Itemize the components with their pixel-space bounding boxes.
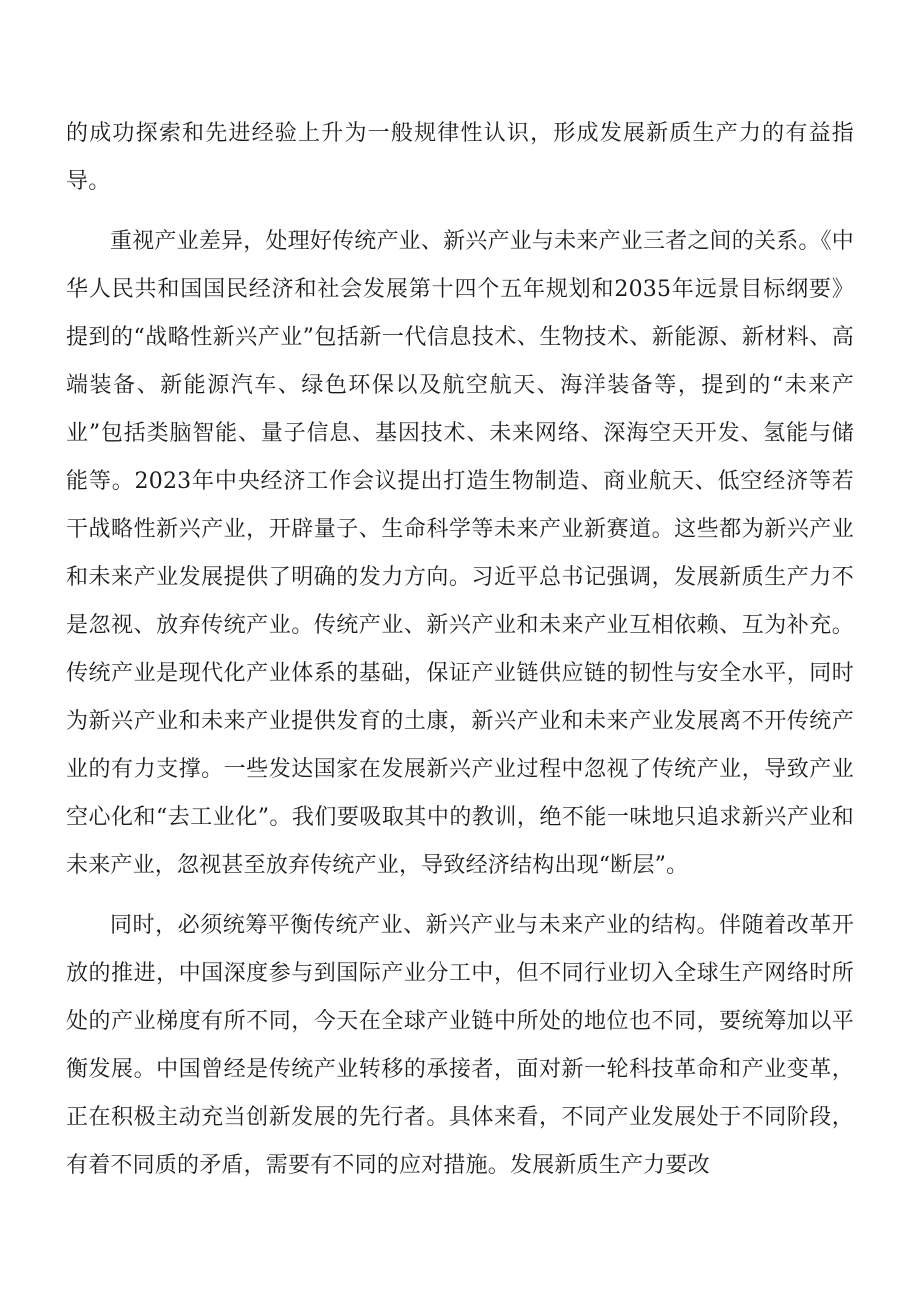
paragraph-1: 的成功探索和先进经验上升为一般规律性认识，形成发展新质生产力的有益指导。	[66, 121, 854, 194]
paragraph-2: 重视产业差异，处理好传统产业、新兴产业与未来产业三者之间的关系。《中华人民共和国国民经济和社会发展第十四个五年规划和2035年远景目标纲要》提到的“战略性新兴产业”包括新一代信息技术、生物技术、新能源、新材料、高端装备、新能源汽车、绿色环保以及航空航天、海洋装备等，提到的“未来产业”包括类脑智能、量子信息、基因技术、未来网络、深海空天开发、氢能与储能等。2023年中央经济工作会议提出打造生物制造、商业航天、低空经济等若干战略性新兴产业，开辟量子、生命科学等未来产业新赛道。这些都为新兴产业和未来产业发展提供了明确的发力方向。习近平总书记强调，发展新质生产力不是忽视、放弃传统产业。传统产业、新兴产业和未来产业互相依赖、互为补充。传统产业是现代化产业体系的基础，保证产业链供应链的韧性与安全水平，同时为新兴产业和未来产业提供发育的土康，新兴产业和未来产业发展离不开传统产业的有力支撑。一些发达国家在发展新兴产业过程中忽视了传统产业，导致产业空心化和“去工业化”。我们要吸取其中的教训，绝不能一味地只追求新兴产业和未来产业，忽视甚至放弃传统产业，导致经济结构出现“断层”。	[66, 229, 854, 878]
document-page	[66, 110, 854, 1190]
paragraph-3: 同时，必须统筹平衡传统产业、新兴产业与未来产业的结构。伴随着改革开放的推进，中国深度参与到国际产业分工中，但不同行业切入全球生产网络时所处的产业梯度有所不同，今天在全球产业链中所处的地位也不同，要统筹加以平衡发展。中国曾经是传统产业转移的承接者，面对新一轮科技革命和产业变革，正在积极主动充当创新发展的先行者。具体来看，不同产业发展处于不同阶段，有着不同质的矛盾，需要有不同的应对措施。发展新质生产力要改	[66, 913, 854, 1178]
